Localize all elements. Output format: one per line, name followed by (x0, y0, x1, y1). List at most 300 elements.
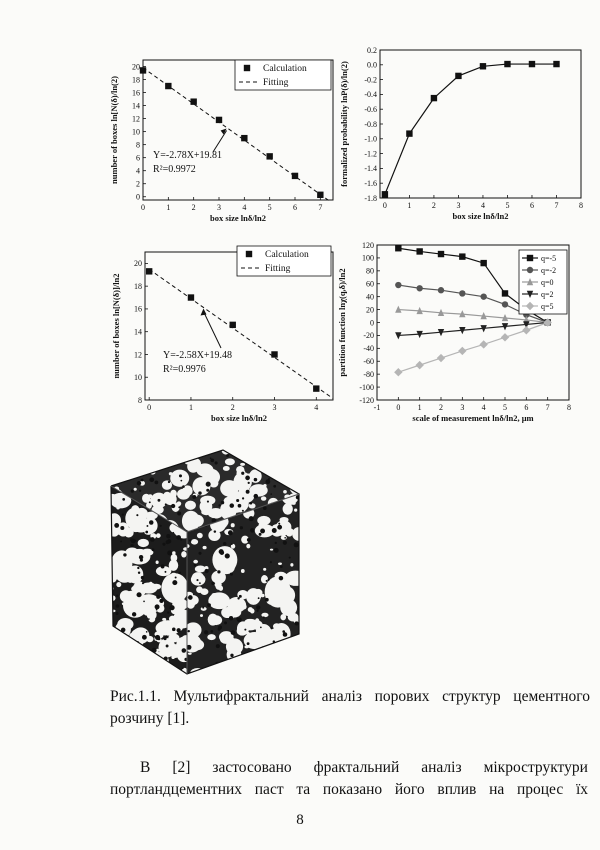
pore (227, 647, 242, 662)
pore (220, 634, 231, 644)
pore (158, 638, 175, 657)
x-tick-label: 8 (567, 403, 571, 412)
y-tick-label: 120 (362, 240, 374, 250)
chart-formalized-probability (335, 44, 585, 239)
y-tick-label: 18 (134, 281, 142, 291)
pore (250, 448, 272, 469)
solid-grain (136, 514, 138, 516)
solid-grain (142, 469, 144, 471)
fit-equation: Y=-2.58X+19.48 (163, 350, 233, 361)
chart-partition-function (333, 240, 583, 440)
x-tick-label: 6 (293, 203, 297, 212)
pore (270, 549, 273, 551)
series-point (480, 293, 486, 299)
pore (252, 593, 261, 600)
pore (177, 501, 182, 506)
calculation-point (266, 153, 272, 159)
solid-grain (280, 565, 283, 568)
series-point (459, 290, 465, 296)
pore (171, 655, 174, 659)
solid-grain (116, 604, 120, 608)
x-axis-label: box size lnδ/ln2 (210, 213, 266, 223)
pore (108, 457, 126, 470)
x-tick-label: 5 (503, 403, 507, 412)
pore (259, 517, 266, 526)
solid-grain (266, 454, 270, 458)
solid-grain (250, 502, 253, 505)
solid-grain (198, 491, 201, 494)
x-tick-label: 7 (318, 203, 323, 212)
pore (280, 655, 291, 665)
solid-grain (238, 504, 242, 508)
solid-grain (274, 459, 277, 462)
pore (294, 509, 297, 512)
pore (130, 668, 134, 673)
solid-grain (116, 595, 119, 598)
solid-grain (218, 504, 220, 506)
pore (156, 533, 161, 538)
pore (266, 669, 271, 673)
series-point (415, 361, 423, 369)
pore (138, 652, 149, 662)
pore (118, 650, 127, 660)
solid-grain (245, 476, 250, 481)
word: паст (254, 781, 284, 798)
pore (200, 614, 203, 617)
probability-point (553, 61, 559, 67)
solid-grain (166, 534, 170, 538)
x-tick-label: 4 (242, 203, 247, 212)
pore (289, 671, 293, 675)
y-tick-label: 0 (136, 192, 140, 202)
solid-grain (141, 576, 144, 579)
solid-grain (156, 609, 158, 611)
legend-fitting-label: Fitting (263, 78, 289, 88)
y-tick-label: 40 (366, 292, 374, 302)
pore (156, 620, 181, 635)
solid-grain (249, 516, 254, 521)
pore (191, 539, 198, 545)
legend-label: q=2 (541, 290, 554, 299)
solid-grain (170, 605, 175, 610)
solid-grain (259, 533, 262, 536)
paragraph-line-1 (110, 757, 588, 779)
chart-box-counting-1 (105, 48, 335, 243)
calculation-point (271, 351, 277, 357)
x-tick-label: 3 (456, 201, 461, 210)
solid-grain (120, 540, 122, 542)
fit-r-squared: R²=0.9976 (163, 364, 206, 375)
calculation-point (216, 117, 222, 123)
pore (208, 592, 230, 609)
solid-grain (165, 503, 167, 505)
solid-grain (149, 661, 154, 666)
calculation-point (292, 173, 298, 179)
solid-grain (149, 501, 151, 503)
solid-grain (237, 617, 242, 622)
y-tick-label: -20 (363, 331, 374, 341)
pore (231, 482, 235, 485)
y-tick-label: -60 (363, 357, 374, 367)
x-tick-label: 0 (396, 403, 401, 412)
solid-grain (275, 542, 277, 544)
solid-grain (235, 670, 239, 674)
solid-grain (130, 538, 133, 541)
y-tick-label: -1.6 (364, 179, 377, 188)
pore (255, 450, 270, 466)
solid-grain (172, 628, 176, 632)
solid-grain (254, 494, 259, 499)
solid-grain (284, 537, 286, 539)
solid-grain (143, 601, 145, 603)
caption-line-1: Рис.1.1. Мультифрактальний аналіз порових структур цементного (110, 688, 590, 705)
solid-grain (120, 649, 123, 652)
solid-grain (166, 645, 169, 648)
solid-grain (242, 666, 245, 669)
pore (269, 464, 275, 468)
pore (110, 449, 114, 452)
y-tick-label: 0 (370, 318, 374, 328)
series-point (502, 290, 508, 296)
pore (209, 479, 218, 488)
paragraph-line-2 (110, 779, 588, 801)
calculation-point (241, 135, 247, 141)
solid-grain (206, 489, 209, 492)
x-tick-label: 7 (554, 201, 559, 210)
solid-grain (236, 499, 239, 502)
x-tick-label: 5 (505, 201, 510, 210)
solid-grain (239, 595, 242, 598)
page-number: 8 (296, 812, 304, 828)
solid-grain (283, 541, 287, 545)
solid-grain (287, 454, 289, 456)
fit-equation: Y=-2.78X+19.81 (153, 150, 223, 161)
legend-label: q=5 (541, 302, 554, 311)
pore (116, 460, 119, 462)
pore (275, 656, 280, 659)
solid-grain (271, 627, 273, 629)
word: та (296, 781, 311, 798)
word: їх (575, 781, 588, 798)
solid-grain (277, 525, 282, 530)
solid-grain (281, 452, 285, 456)
pore (115, 563, 134, 583)
solid-grain (215, 461, 218, 464)
pore (188, 652, 192, 654)
x-tick-label: 6 (524, 403, 529, 412)
pore (275, 594, 280, 599)
pore (177, 489, 190, 500)
y-tick-label: -1.8 (364, 193, 377, 203)
fitting-line (149, 269, 333, 398)
annotation-arrow (203, 311, 221, 348)
legend-calculation-marker (244, 65, 250, 71)
word: фрактальний (313, 759, 400, 776)
solid-grain (149, 477, 154, 482)
solid-grain (110, 466, 114, 470)
solid-grain (160, 525, 162, 527)
x-tick-label: 3 (272, 403, 277, 412)
solid-grain (221, 501, 224, 504)
pore (292, 502, 296, 505)
solid-grain (274, 548, 279, 553)
pore (261, 613, 268, 617)
solid-grain (198, 552, 201, 555)
pore (219, 586, 223, 591)
solid-grain (137, 567, 139, 569)
pore (147, 499, 156, 505)
solid-grain (218, 625, 222, 629)
solid-grain (280, 468, 284, 472)
y-tick-label: 14 (134, 327, 142, 337)
solid-grain (211, 582, 214, 585)
solid-grain (231, 543, 233, 545)
y-tick-label: -80 (363, 369, 374, 379)
solid-grain (205, 569, 209, 573)
pore (293, 529, 296, 532)
solid-grain (165, 571, 167, 573)
legend-calculation-label: Calculation (265, 250, 309, 260)
pore (133, 461, 137, 464)
solid-grain (112, 451, 116, 455)
y-tick-label: 10 (132, 127, 140, 137)
pore (197, 533, 203, 538)
solid-grain (142, 582, 144, 584)
solid-grain (263, 506, 267, 510)
y-tick-label: 12 (134, 350, 142, 360)
pore (111, 461, 134, 477)
series-point (437, 354, 445, 362)
series-point (522, 326, 530, 334)
series-point (395, 282, 401, 288)
caption-line-2: розчину [1]. (110, 710, 190, 727)
solid-grain (256, 610, 258, 612)
solid-grain (179, 474, 182, 477)
solid-grain (117, 471, 121, 475)
solid-grain (180, 480, 182, 482)
solid-grain (123, 659, 126, 662)
x-tick-label: 6 (529, 201, 534, 210)
solid-grain (224, 621, 227, 624)
solid-grain (150, 452, 153, 455)
probability-point (382, 191, 388, 197)
calculation-point (165, 83, 171, 89)
solid-grain (225, 553, 230, 558)
pore (105, 657, 120, 677)
solid-grain (126, 457, 128, 459)
pore (244, 619, 254, 627)
solid-grain (130, 544, 133, 547)
pore (249, 503, 256, 508)
pore (267, 471, 271, 474)
pore (121, 530, 127, 536)
series-point (479, 340, 487, 348)
y-tick-label: 8 (138, 395, 142, 405)
pore (265, 576, 291, 607)
probability-point (504, 61, 510, 67)
x-tick-label: 2 (191, 203, 196, 212)
solid-grain (150, 537, 155, 542)
solid-grain (270, 561, 272, 563)
pore (139, 453, 147, 460)
calculation-point (140, 67, 146, 73)
solid-grain (230, 654, 233, 657)
solid-grain (156, 595, 160, 599)
solid-grain (149, 520, 154, 525)
y-tick-label: 0.2 (367, 45, 377, 55)
solid-grain (226, 454, 229, 457)
pore (263, 484, 266, 487)
pore (248, 607, 253, 612)
word: [2] (172, 759, 191, 776)
solid-grain (167, 551, 172, 556)
series-point (459, 253, 465, 259)
word: застосовано (212, 759, 292, 776)
solid-grain (268, 451, 273, 456)
solid-grain (228, 530, 233, 535)
solid-grain (265, 479, 270, 484)
solid-grain (148, 618, 150, 620)
solid-grain (230, 573, 233, 576)
series-point (502, 301, 508, 307)
word: портландцементних (110, 781, 243, 798)
pore (173, 652, 177, 656)
pore (223, 466, 230, 471)
solid-grain (160, 564, 164, 568)
solid-grain (144, 659, 147, 662)
series-point (394, 368, 402, 376)
solid-grain (207, 603, 211, 607)
solid-grain (187, 630, 189, 632)
y-tick-label: 4 (136, 166, 140, 176)
word: вплив (437, 781, 477, 798)
y-tick-label: -0.8 (364, 119, 377, 129)
pore (290, 563, 293, 566)
series-point (416, 248, 422, 254)
y-tick-label: 12 (132, 114, 140, 124)
word: процес (516, 781, 564, 798)
y-tick-label: -1.4 (364, 164, 377, 174)
x-tick-label: 4 (480, 201, 485, 210)
plot-frame (380, 50, 581, 198)
y-tick-label: 18 (132, 75, 140, 85)
solid-grain (242, 510, 244, 512)
probability-line (385, 64, 557, 194)
pore (203, 546, 207, 549)
probability-point (406, 130, 412, 136)
pore (200, 496, 215, 506)
solid-grain (114, 523, 119, 528)
annotation-arrowhead (200, 308, 206, 315)
pore (244, 645, 248, 648)
series-point (501, 333, 509, 341)
solid-grain (154, 480, 158, 484)
solid-grain (159, 599, 163, 603)
solid-grain (150, 667, 155, 672)
legend-label: q=-5 (541, 254, 557, 263)
solid-grain (279, 576, 283, 580)
figure-caption (110, 686, 590, 730)
solid-grain (295, 621, 299, 625)
pore (255, 618, 259, 622)
solid-grain (152, 548, 155, 551)
solid-grain (268, 478, 270, 480)
solid-grain (196, 579, 198, 581)
y-tick-label: 20 (366, 305, 374, 315)
solid-grain (175, 577, 177, 579)
x-tick-label: 0 (382, 201, 387, 210)
solid-grain (145, 531, 148, 534)
y-tick-label: 80 (366, 266, 374, 276)
x-axis-label: box size lnδ/ln2 (211, 413, 267, 423)
pore (139, 465, 143, 469)
pore (231, 523, 235, 527)
y-tick-label: 20 (134, 259, 142, 269)
solid-grain (189, 539, 191, 541)
word: мікроструктури (483, 759, 588, 776)
x-tick-label: 1 (166, 203, 171, 212)
pore (249, 454, 255, 460)
x-tick-label: 4 (314, 403, 319, 412)
y-tick-label: -40 (363, 344, 374, 354)
x-tick-label: 2 (431, 201, 436, 210)
solid-grain (176, 535, 181, 540)
probability-point (529, 61, 535, 67)
solid-grain (194, 564, 197, 567)
probability-point (431, 95, 437, 101)
solid-grain (240, 526, 243, 529)
solid-grain (148, 452, 150, 454)
pore (196, 586, 203, 593)
pore (285, 643, 290, 647)
series-point (438, 251, 444, 257)
solid-grain (232, 450, 237, 455)
pore (263, 568, 266, 571)
solid-grain (214, 530, 216, 532)
y-axis-label: number of boxes ln[N(δ)/ln(2) (109, 76, 119, 184)
word: аналіз (421, 759, 462, 776)
x-axis-label: scale of measurement lnδ/ln2, μm (412, 413, 534, 423)
solid-grain (140, 559, 143, 562)
y-tick-label: -0.4 (364, 90, 377, 100)
solid-grain (172, 532, 174, 534)
pore (208, 614, 218, 626)
legend-fitting-label: Fitting (265, 264, 291, 274)
solid-grain (289, 557, 291, 559)
y-tick-label: -100 (359, 382, 374, 392)
y-tick-label: -0.2 (364, 75, 377, 85)
x-tick-label: 8 (579, 201, 583, 210)
solid-grain (116, 661, 120, 665)
calculation-point (230, 322, 236, 328)
x-tick-label: 5 (267, 203, 272, 212)
pore (162, 480, 172, 490)
solid-grain (167, 611, 169, 613)
legend-label: q=0 (541, 278, 554, 287)
y-tick-label: 16 (134, 304, 142, 314)
pore (278, 563, 282, 565)
solid-grain (177, 511, 181, 515)
solid-grain (230, 503, 235, 508)
pore (261, 496, 267, 500)
solid-grain (155, 604, 160, 609)
pore (117, 636, 129, 644)
word: його (394, 781, 425, 798)
pore (265, 454, 273, 461)
legend-calculation-label: Calculation (263, 64, 307, 74)
solid-grain (241, 472, 244, 475)
series-point (458, 347, 466, 355)
